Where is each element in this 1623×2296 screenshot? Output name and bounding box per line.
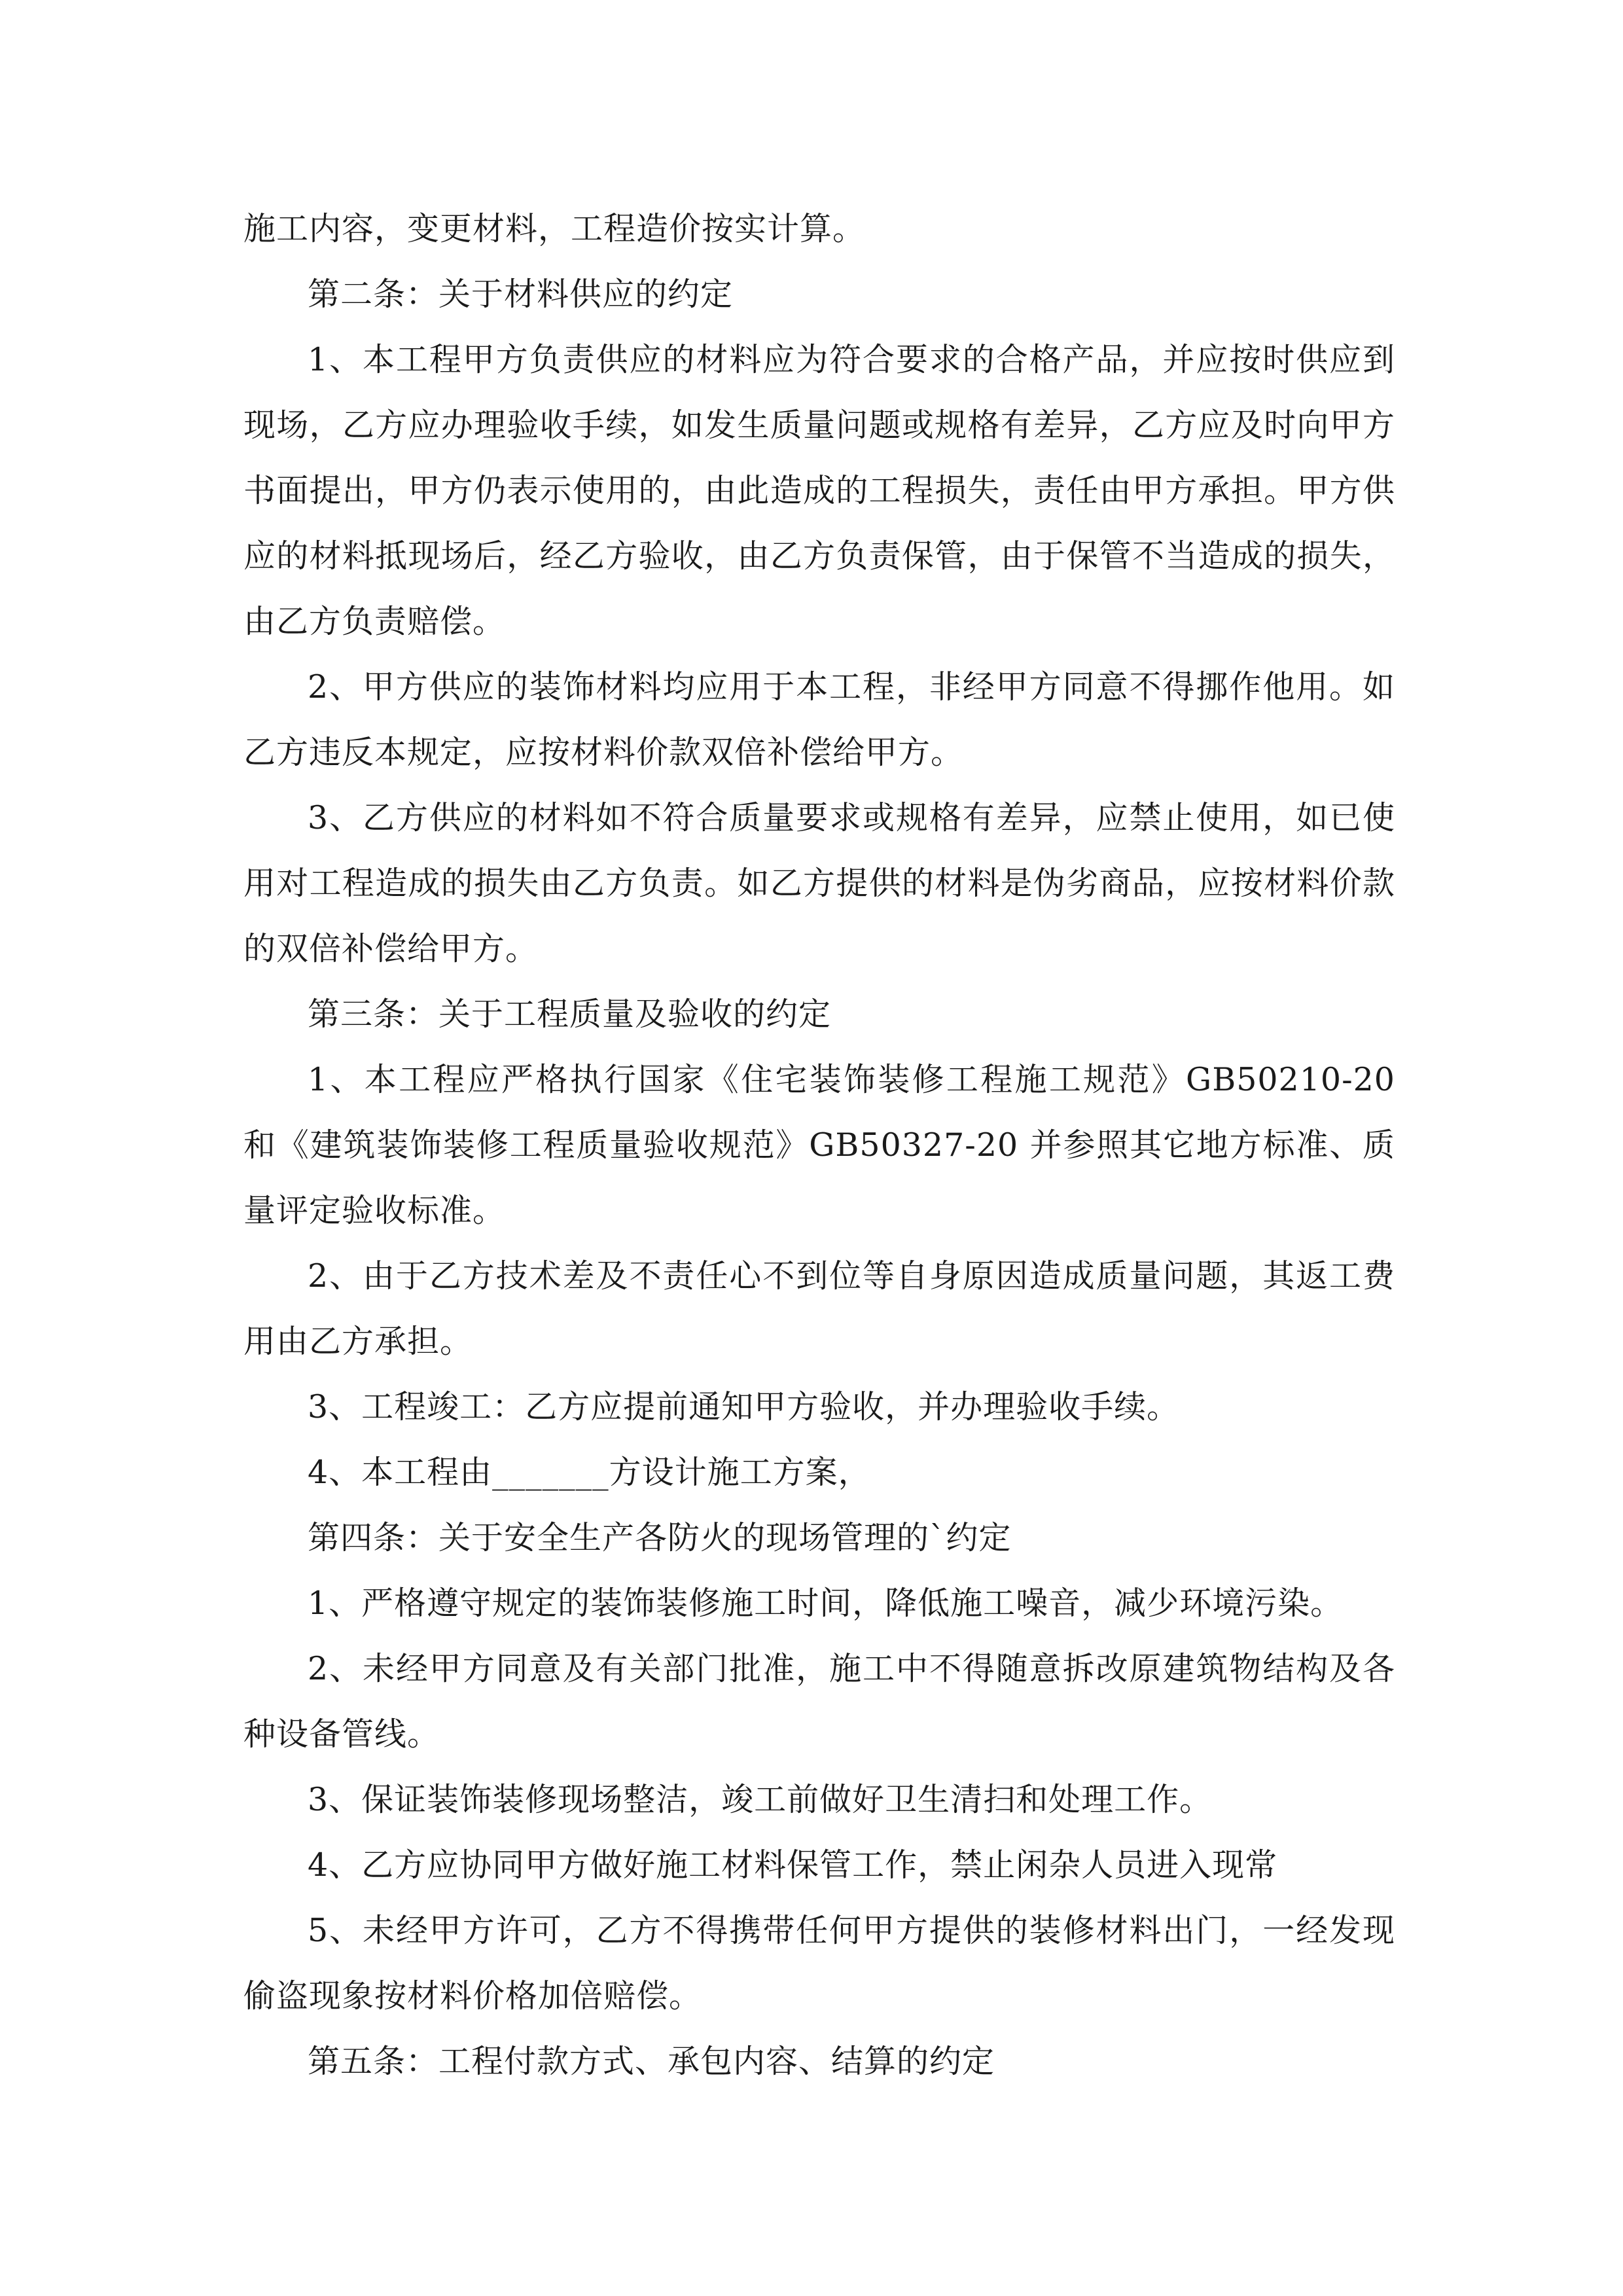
clause-3-2: 2、由于乙方技术差及不责任心不到位等自身原因造成质量问题，其返工费用由乙方承担。 [243, 1257, 1395, 1360]
clause-2-3: 3、乙方供应的材料如不符合质量要求或规格有差异，应禁止使用，如已使用对工程造成的损失由乙方负责。如乙方提供的材料是伪劣商品，应按材料价款的双倍补偿给甲方。 [243, 799, 1395, 967]
clause-2-1: 1、本工程甲方负责供应的材料应为符合要求的合格产品，并应按时供应到现场，乙方应办理验收手续，如发生质量问题或规格有差异，乙方应及时向甲方书面提出，甲方仍表示使用的，由此造成的工程损失，责任由甲方承担。甲方供应的材料抵现场后，经乙方验收，由乙方负责保管，由于保管不当造成的损失，由乙方负责赔偿。 [243, 341, 1395, 640]
clause-4-5: 5、未经甲方许可，乙方不得携带任何甲方提供的装修材料出门，一经发现偷盗现象按材料价格加倍赔偿。 [243, 1912, 1395, 2015]
clause-4-4: 4、乙方应协同甲方做好施工材料保管工作，禁止闲杂人员进入现常 [308, 1846, 1278, 1884]
clause-3-3: 3、工程竣工：乙方应提前通知甲方验收，并办理验收手续。 [308, 1388, 1180, 1426]
section-heading-article-2: 第二条：关于材料供应的约定 [308, 276, 734, 313]
paragraph-continuation: 施工内容，变更材料，工程造价按实计算。 [243, 210, 866, 247]
clause-3-4: 4、本工程由_______方设计施工方案， [308, 1454, 871, 1491]
clause-3-1: 1、本工程应严格执行国家《住宅装饰装修工程施工规范》GB50210-20 和《建筑装饰装修工程质量验收规范》GB50327-20 并参照其它地方标准、质量评定验收标准。 [243, 1061, 1395, 1229]
clause-4-1: 1、严格遵守规定的装饰装修施工时间，降低施工噪音，减少环境污染。 [308, 1585, 1344, 1622]
clause-4-2: 2、未经甲方同意及有关部门批准，施工中不得随意拆改原建筑物结构及各种设备管线。 [243, 1650, 1395, 1753]
section-heading-article-5: 第五条：工程付款方式、承包内容、结算的约定 [308, 2043, 995, 2080]
document-page [243, 196, 1395, 2094]
section-heading-article-3: 第三条：关于工程质量及验收的约定 [308, 996, 832, 1033]
section-heading-article-4: 第四条：关于安全生产各防火的现场管理的`约定 [308, 1519, 1012, 1556]
clause-4-3: 3、保证装饰装修现场整洁，竣工前做好卫生清扫和处理工作。 [308, 1781, 1213, 1818]
clause-2-2: 2、甲方供应的装饰材料均应用于本工程，非经甲方同意不得挪作他用。如乙方违反本规定，应按材料价款双倍补偿给甲方。 [243, 668, 1395, 771]
